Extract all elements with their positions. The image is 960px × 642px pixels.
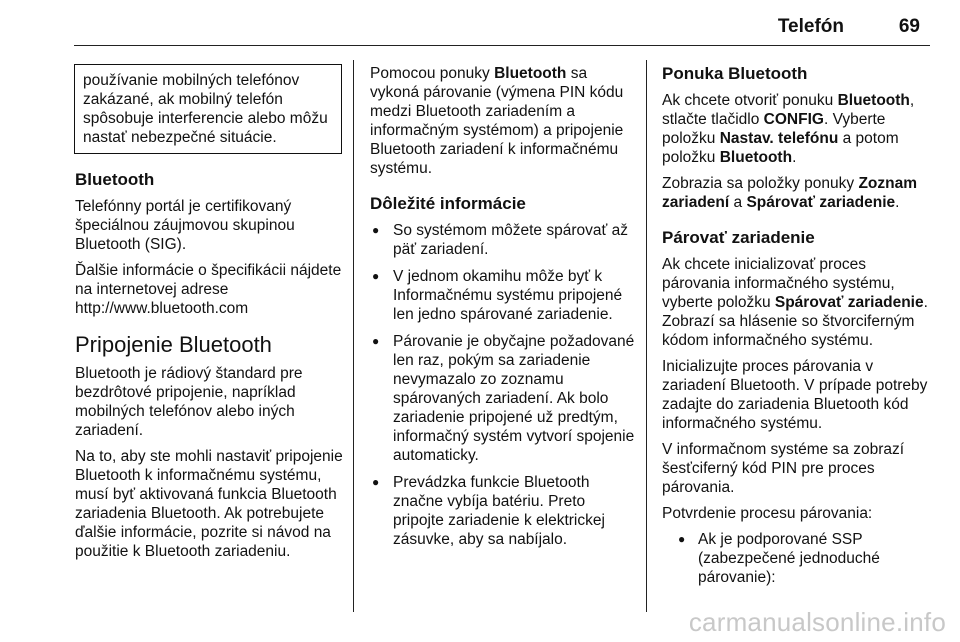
text-span: . Zobrazí sa hlásenie so štvorciferným kódom informačného systému.: [662, 294, 928, 349]
paragraph: Ďalšie informácie o špecifikácii nájdete na internetovej adrese http://www.bluetooth.com: [75, 262, 342, 317]
text-span: Ak chcete inicializovať proces párovania informačného systému, vyberte položku: [662, 256, 895, 311]
text-span: a potom položku: [662, 130, 899, 166]
paragraph: Na to, aby ste mohli nastaviť pripojenie Bluetooth k informačnému systému, musí byť aktivovaná funkcia Bluetooth zariadenia Bluetooth. Ak potrebujete ďalšie informácie, pozrite si návod na použitie k Bluetooth zariadeniu.: [75, 448, 343, 560]
column-2: [370, 64, 636, 557]
text-span: .: [895, 194, 900, 211]
paragraph: [370, 64, 636, 178]
paragraph: [662, 174, 932, 212]
heading-bluetooth: Bluetooth: [75, 170, 155, 189]
text-span: Ak chcete otvoriť ponuku: [662, 92, 838, 109]
menu-term: Nastav. telefónu: [719, 130, 839, 147]
menu-term: Spárovať zariadenie: [774, 294, 924, 311]
heading-ponuka-bluetooth: Ponuka Bluetooth: [662, 64, 808, 83]
paragraph: [662, 255, 932, 350]
watermark: carmanualsonline.info: [688, 607, 946, 637]
menu-term: CONFIG: [763, 111, 824, 128]
paragraph: Bluetooth je rádiový štandard pre bezdrôtové pripojenie, napríklad mobilných telefónov alebo iných zariadení.: [75, 365, 303, 439]
paragraph: [662, 91, 932, 167]
section-title: Telefón: [777, 16, 844, 37]
text-span: sa vykoná párovanie (výmena PIN kódu medzi Bluetooth zariadením a informačným systémom) a pripojenie Bluetooth zariadení k informačnému systému.: [370, 65, 624, 177]
column-divider-1: [353, 60, 354, 612]
heading-parovat-zariadenie: Párovať zariadenie: [662, 228, 815, 247]
text-span: . Vyberte položku: [662, 111, 886, 147]
bullet-list: [662, 530, 932, 587]
paragraph: Telefónny portál je certifikovaný špeciálnou záujmovou skupinou Bluetooth (SIG).: [75, 198, 295, 253]
page-number: 69: [898, 16, 920, 37]
page-header: [74, 0, 930, 46]
list-item: ● Prevádzka funkcie Bluetooth značne vybíja batériu. Preto pripojte zariadenie k elektrickej zásuvke, aby sa nabíjalo.: [370, 473, 636, 549]
list-item: ● So systémom môžete spárovať až päť zariadení.: [370, 221, 636, 259]
warning-box: [74, 64, 342, 154]
warning-text: používanie mobilných telefónov zakázané, ak mobilný telefón spôsobuje interferencie alebo môžu nastať nebezpečné situácie.: [83, 72, 328, 146]
list-item: ● Párovanie je obyčajne požadované len raz, pokým sa zariadenie nevymazalo zo zoznamu spárovaných zariadení. Ak bolo zariadenie pripojené už predtým, informačný systém vytvorí spojenie automaticky.: [370, 332, 636, 465]
column-1: [75, 64, 347, 568]
column-3: [662, 64, 932, 595]
text-span: Zobrazia sa položky ponuky: [662, 175, 859, 192]
menu-term: Bluetooth: [494, 65, 567, 82]
text-span: Pomocou ponuky: [370, 65, 495, 82]
menu-term: Spárovať zariadenie: [746, 194, 896, 211]
paragraph: V informačnom systéme sa zobrazí šesťciferný kód PIN pre proces párovania.: [662, 441, 905, 496]
paragraph: Potvrdenie procesu párovania:: [662, 505, 873, 522]
text-span: , stlačte tlačidlo: [662, 92, 915, 128]
list-item: ● Ak je podporované SSP (zabezpečené jednoduché párovanie):: [662, 530, 932, 587]
bullet-list: [370, 221, 636, 549]
column-divider-2: [646, 60, 647, 612]
text-span: a: [729, 194, 747, 211]
menu-term: Zoznam zariadení: [662, 175, 917, 211]
paragraph: Inicializujte proces párovania v zariadení Bluetooth. V prípade potreby zadajte do zariadenia Bluetooth kód informačného systému.: [662, 358, 928, 432]
menu-term: Bluetooth: [837, 92, 910, 109]
heading-pripojenie-bluetooth: Pripojenie Bluetooth: [75, 332, 272, 357]
text-span: .: [792, 149, 797, 166]
heading-dolezite-informacie: Dôležité informácie: [370, 194, 526, 213]
menu-term: Bluetooth: [719, 149, 793, 166]
list-item: ● V jednom okamihu môže byť k Informačnému systému pripojené len jedno spárované zariadenie.: [370, 267, 636, 324]
